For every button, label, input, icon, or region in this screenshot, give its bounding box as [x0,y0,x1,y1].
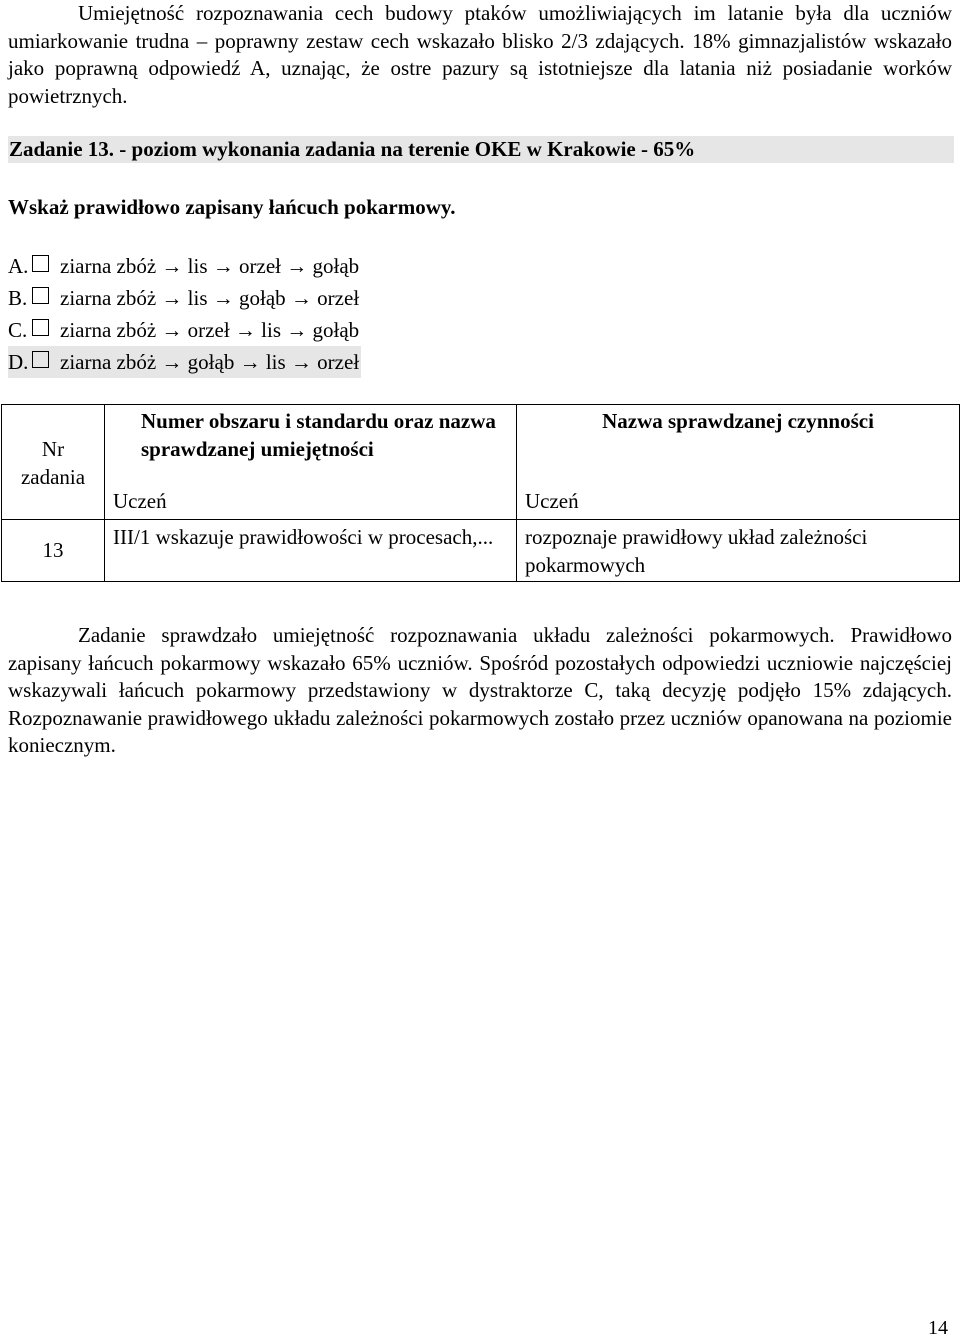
task-header: Zadanie 13. - poziom wykonania zadania na terenie OKE w Krakowie - 65% [8,136,954,163]
task-info-table [1,404,960,582]
option-text: ziarna zbóż → gołąb → lis → orzeł [60,350,360,374]
option-text: ziarna zbóż → lis → orzeł → gołąb [60,254,360,278]
option-c[interactable] [8,314,361,346]
checkbox-icon[interactable] [32,351,49,368]
header-nr: Nr zadania [2,405,105,520]
checkbox-icon[interactable] [32,287,49,304]
option-letter: D. [8,350,29,374]
option-letter: B. [8,286,28,310]
option-b[interactable] [8,282,361,314]
option-d[interactable] [8,346,361,378]
table-header-row [2,405,960,520]
checkbox-icon[interactable] [32,255,49,272]
row-standard: III/1 wskazuje prawidłowości w procesach,... [105,520,517,582]
summary-paragraph: Zadanie sprawdzało umiejętność rozpoznawania układu zależności pokarmowych. Prawidłowo zapisany łańcuch pokarmowy wskazało 65% uczniów. Spośród pozostałych odpowiedzi uczniowie najczęściej wskazywali łańcuch pokarmowy przedstawiony w dystraktorze C, taką decyzję podjęło 15% zdających. Rozpoznawanie prawidłowego układu zależności pokarmowych zostało przez uczniów opanowana na poziomie koniecznym. [8,623,952,757]
uczen-label: Uczeń [525,489,579,513]
header-standard-cell [105,405,517,520]
page-number: 14 [928,1317,948,1339]
task-question: Wskaż prawidłowo zapisany łańcuch pokarmowy. [8,195,456,219]
checkbox-icon[interactable] [32,319,49,336]
intro-paragraph: Umiejętność rozpoznawania cech budowy ptaków umożliwiających im latanie była dla uczniów umiarkowanie trudna – poprawny zestaw cech wskazało blisko 2/3 zdających. 18% gimnazjalistów wskazało jako poprawną odpowiedź A, uznając, że ostre pazury są istotniejsze dla latania niż posiadanie worków powietrznych. [8,1,952,108]
option-text: ziarna zbóż → lis → gołąb → orzeł [60,286,360,310]
header-activity-cell [517,405,960,520]
header-standard: Numer obszaru i standardu oraz nazwa sprawdzanej umiejętności [141,409,496,461]
option-letter: C. [8,318,28,342]
uczen-label: Uczeń [113,489,167,513]
option-text: ziarna zbóż → orzeł → lis → gołąb [60,318,360,342]
row-activity: rozpoznaje prawidłowy układ zależności pokarmowych [517,520,960,582]
option-a[interactable] [8,250,361,282]
option-letter: A. [8,254,29,278]
row-nr: 13 [2,520,105,582]
answer-options [8,250,361,378]
table-row [2,520,960,582]
header-activity: Nazwa sprawdzanej czynności [602,409,874,433]
